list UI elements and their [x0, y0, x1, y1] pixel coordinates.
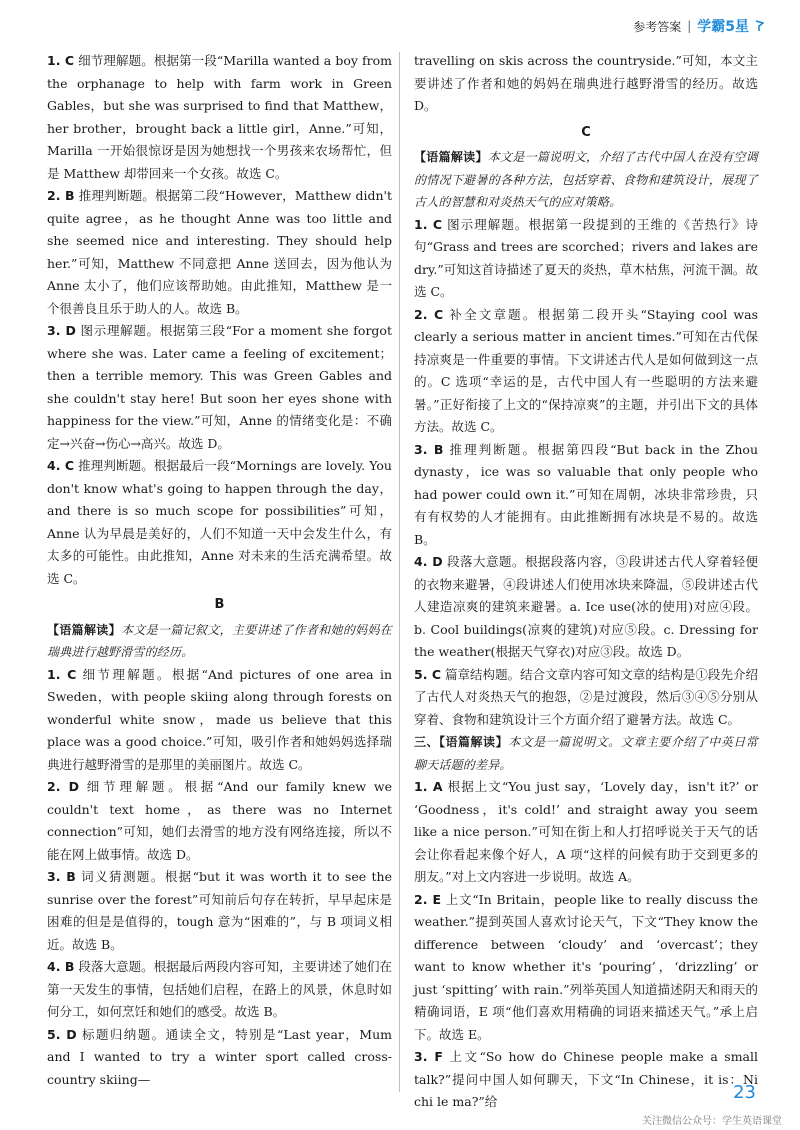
answer-number: 2. E [414, 891, 442, 907]
answer-item [47, 664, 392, 777]
page-header [633, 16, 764, 36]
left-column [47, 50, 392, 1091]
answer-item [414, 214, 758, 304]
answer-text: 推理判断题。根据第四段“But back in the Zhou dynasty，ice was so valuable that only people who had power could own it.”可知在周朝，冰块非常珍贵，只有有权势的人才能拥有。由此推断拥有冰块是不易的。故选 B。 [414, 441, 758, 547]
answer-item [47, 320, 392, 455]
answer-number: 1. C [47, 666, 77, 682]
answer-continuation: travelling on skis across the countryside.”可知，本文主要讲述了作者和她的妈妈在瑞典进行越野滑雪的经历。故选 D。 [414, 53, 758, 113]
answer-text: 细节理解题。根据第一段“Marilla wanted a boy from the orphanage to help with farm work in Green Gables，but she was surprised to find that Matthew，her brother，brought back a little girl，Anne.”可知，Marilla 一开始很惊讶是因为她想找一个男孩来农场帮忙，但是 Matthew 却带回来一个女孩。故选 C。 [47, 53, 392, 181]
answer-item [414, 889, 758, 1047]
answer-number: 2. C [414, 306, 444, 322]
answer-text: 标题归纳题。通读全文，特别是“Last year，Mum and I wanted to try a winter sport called cross-country skiing— [47, 1026, 392, 1087]
right-column [414, 50, 758, 1114]
answer-number: 4. D [414, 554, 443, 569]
answer-item [47, 956, 392, 1024]
answer-item [47, 185, 392, 320]
answer-number: 3. B [47, 869, 76, 884]
answer-item [414, 304, 758, 439]
page-number: 23 [733, 1082, 756, 1103]
header-brand: 学霸5星 [697, 19, 749, 35]
section-heading-c: C [581, 124, 591, 140]
answer-text: 图示理解题。根据第一段提到的王维的《苦热行》诗句“Grass and trees are scorched；rivers and lakes are dry.”可知这首诗描述了夏天的炎热，草木枯焦，河流干涸。故选 C。 [414, 216, 758, 299]
answer-number: 3. D [47, 323, 76, 338]
answer-number: 1. A [414, 779, 443, 794]
answer-number: 1. C [47, 53, 75, 68]
analysis-label: 【语篇解读】 [47, 622, 121, 637]
analysis-text: 本文是一篇说明文。文章主要介绍了中英日常聊天话题的差异。 [414, 735, 758, 772]
section-heading-b: B [214, 597, 225, 612]
answer-text: 段落大意题。根据段落内容，③段讲述古代人穿着轻便的衣物来避暑，④段讲述人们使用冰块来降温，⑤段讲述古代人建造凉爽的建筑来避暑。a. Ice use(冰的使用)对应④段。b. Cool buildings(凉爽的建筑)对应⑤段。c. Dressing for the weather(根据天气穿衣)对应③段。故选 D。 [414, 554, 758, 659]
answer-number: 3. F [414, 1049, 443, 1064]
passage-analysis [414, 731, 758, 776]
answer-item [414, 664, 758, 732]
answer-text: 词义猜测题。根据“but it was worth it to see the sunrise over the forest”可知前后句存在转折，早早起床是困难的但是是值得的，tough 意为“困难的”，与 B 项词义相近。故选 B。 [47, 869, 392, 952]
answer-text: 细节理解题。根据“And pictures of one area in Sweden，with people skiing along through forests on wonderful white snow，made us believe that this place was a good choice.”可知，吸引作者和她妈妈选择瑞典进行越野滑雪的是那里的美丽图片。故选 C。 [47, 666, 392, 772]
answer-text: 上文“So how do Chinese people make a small talk?”提问中国人如何聊天，下文“In Chinese，it is：Ni chi le ma?”给 [414, 1049, 758, 1109]
analysis-label: 【语篇解读】 [414, 150, 488, 164]
answer-text: 细节理解题。根据“And our family knew we couldn't text home，as there was no Internet connection”可知，她们去滑雪的地方没有网络连接，所以不能在网上做事情。故选 D。 [47, 779, 392, 862]
answer-text: 根据上文“You just say，‘Lovely day，isn't it?’ or ‘Goodness，it's cold!’ and straight away you seem like a nice person.”可知在街上和人打招呼说关于天气的话会让你看起来像个好人，A 项“这样的问候有助于交到更多的朋友。”对上文内容进一步说明。故选 A。 [414, 779, 758, 884]
answer-text: 补全文章题。根据第二段开头“Staying cool was clearly a serious matter in ancient times.”可知在古代保持凉爽是一件重要的事情。下文讲述古代人是如何做到这一点的。C 选项“幸运的是，古代中国人有一些聪明的方法来避暑。”正好衔接了上文的“保持凉爽”的主题，并引出下文的具体方法。故选 C。 [414, 306, 758, 434]
analysis-text: 本文是一篇说明文，介绍了古代中国人在没有空调的情况下避暑的各种方法，包括穿着、食物和建筑设计，展现了古人的智慧和对炎热天气的应对策略。 [414, 150, 758, 209]
answer-number: 4. B [47, 959, 75, 974]
answer-item [47, 50, 392, 185]
header-title: 参考答案 [633, 19, 682, 34]
answer-number: 1. C [414, 216, 443, 232]
answer-item [47, 776, 392, 866]
answer-text: 篇章结构题。结合文章内容可知文章的结构是①段先介绍了古代人对炎热天气的抱怨，②是过渡段，然后③④⑤分别从穿着、食物和建筑设计三个方面介绍了避暑方法。故选 C。 [414, 666, 758, 727]
answer-text: 上文“In Britain，people like to really discuss the weather.”提到英国人喜欢讨论天气，下文“They know the difference between ‘cloudy’ and ‘overcast’；they want to know whether it's ‘pouring’，‘drizzling’ or just ‘spitting’ with rain.”列举英国人知道描述阴天和雨天的精确词语，E 项“他们喜欢用精确的词语来描述天气。”承上启下。故选 E。 [414, 891, 758, 1042]
answer-item [47, 866, 392, 956]
answer-item [414, 1046, 758, 1114]
passage-analysis [414, 146, 758, 214]
answer-item [414, 439, 758, 552]
answer-number: 5. D [47, 1026, 77, 1042]
answer-text: 推理判断题。根据最后一段“Mornings are lovely. You don't know what's going to happen through the day，and there is so much scope for possibilities”可知，Anne 认为早晨是美好的，人们不知道一天中会发生什么，有太多的可能性。由此推知，Anne 对未来的生活充满希望。故选 C。 [47, 458, 392, 586]
answer-number: 4. C [47, 458, 75, 473]
answer-text: 图示理解题。根据第三段“For a moment she forgot where she was. Later came a feeling of excitement；then a terrible memory. This was Green Gables and she couldn't stay here! But soon her eyes shone with happiness for the view.”可知，Anne 的情绪变化是：不确定→兴奋→伤心→高兴。故选 D。 [47, 323, 392, 451]
answer-item [414, 776, 758, 889]
answer-number: 3. B [414, 441, 444, 457]
answer-number: 2. D [47, 779, 79, 794]
answer-number: 2. B [47, 188, 75, 203]
answer-text: 推理判断题。根据第二段“However，Matthew didn't quite agree，as he thought Anne was too little and she seemed nice and interesting. They should help her.”可知，Matthew 不同意把 Anne 送回去，因为他认为 Anne 太小了，他们应该帮助她。由此推知，Matthew 是一个很善良且乐于助人的人。故选 B。 [47, 188, 392, 316]
analysis-label: 三、【语篇解读】 [414, 735, 509, 749]
analysis-text: 本文是一篇记叙文，主要讲述了作者和她的妈妈在瑞典进行越野滑雪的经历。 [47, 622, 393, 659]
brand-flag-icon [755, 20, 764, 32]
answer-number: 5. C [414, 666, 441, 682]
answer-item [47, 455, 392, 590]
answer-item [47, 1024, 392, 1092]
footer-note: 关注微信公众号：学生英语课堂 [642, 1116, 782, 1127]
answer-item [414, 551, 758, 664]
answer-text: 段落大意题。根据最后两段内容可知，主要讲述了她们在第一天发生的事情，包括她们启程，在路上的风景，休息时如何分工，如何烹饪和她们的感受。故选 B。 [47, 959, 392, 1019]
header-separator: | [687, 19, 692, 33]
passage-analysis [47, 619, 392, 664]
column-divider [399, 52, 400, 1092]
